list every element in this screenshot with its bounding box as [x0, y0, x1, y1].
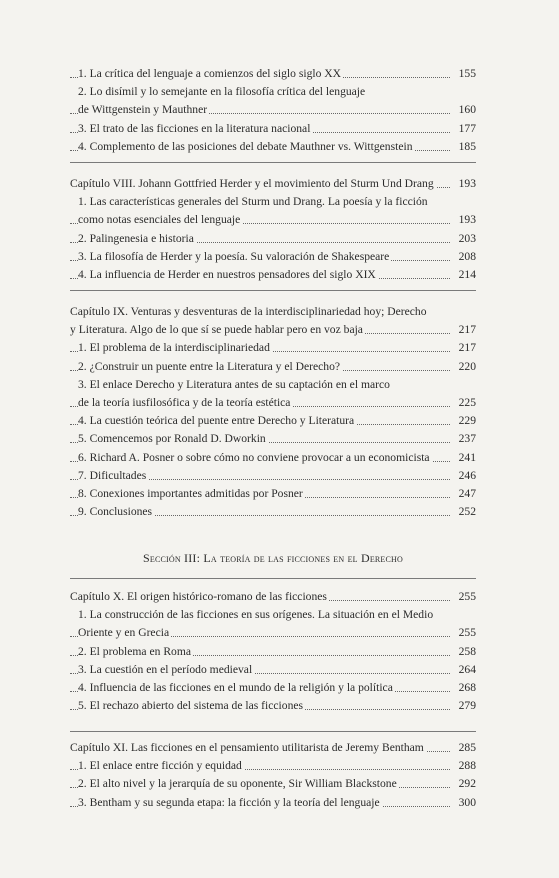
- toc-entry-page: 255: [456, 589, 476, 605]
- toc-entry: [70, 776, 476, 792]
- toc-entry-page: 217: [456, 340, 476, 356]
- toc-entry-title: 1. El enlace entre ficción y equidad: [78, 759, 242, 773]
- toc-entry-title: Oriente y en Grecia: [78, 626, 170, 640]
- toc-entry-title: 4. La cuestión teórica del puente entre Derecho y Literatura: [78, 414, 355, 428]
- toc-entry-title: de Wittgenstein y Mauthner: [78, 103, 208, 117]
- toc-entry: [70, 249, 476, 265]
- toc-entry-page: 285: [456, 740, 476, 756]
- toc-entry-title: de la teoría iusfilosófica y de la teoría estética: [78, 395, 291, 409]
- toc-entry: [70, 359, 476, 375]
- toc-entry-page: 279: [456, 698, 476, 714]
- toc-entry: [70, 486, 476, 502]
- toc-entry-page: 241: [456, 450, 476, 466]
- toc-entry-page: 203: [456, 231, 476, 247]
- toc-entry-title: 2. ¿Construir un puente entre la Literatura y el Derecho?: [78, 359, 341, 373]
- toc-chapter-heading: [70, 322, 476, 338]
- toc-entry-title: 1. El problema de la interdisciplinariedad: [78, 341, 270, 355]
- toc-entry: [70, 450, 476, 466]
- toc-entry-title: y Literatura. Algo de lo que sí se puede hablar pero en voz baja: [70, 323, 363, 337]
- toc-entry: [70, 431, 476, 447]
- section-heading: [70, 551, 476, 566]
- toc-entry-page: 288: [456, 758, 476, 774]
- toc-entry-page: 229: [456, 413, 476, 429]
- toc-entry-title: 2. Palingenesia e historia: [78, 231, 194, 245]
- toc-entry-page: 208: [456, 249, 476, 265]
- toc-chapter-heading: [70, 740, 476, 756]
- toc-entry-title: 7. Dificultades: [78, 468, 147, 482]
- toc-entry: [70, 84, 476, 100]
- toc-entry-title: como notas esenciales del lenguaje: [78, 213, 241, 227]
- toc-entry: [70, 231, 476, 247]
- divider-rule: [70, 578, 476, 579]
- toc-entry: [70, 102, 476, 118]
- toc-entry: [70, 194, 476, 210]
- toc-entry-page: 252: [456, 504, 476, 520]
- toc-entry-title: 1. La crítica del lenguaje a comienzos del siglo siglo XX: [78, 67, 342, 80]
- toc-entry: [70, 625, 476, 641]
- toc-entry-title: 3. Bentham y su segunda etapa: la ficción y la teoría del lenguaje: [78, 795, 380, 809]
- toc-block-1: [70, 66, 476, 157]
- toc-entry: [70, 377, 476, 393]
- toc-entry-page: 246: [456, 468, 476, 484]
- toc-entry: [70, 680, 476, 696]
- toc-entry-title: 2. Lo disímil y lo semejante en la filosofía crítica del lenguaje: [78, 85, 366, 99]
- toc-entry-page: 177: [456, 121, 476, 137]
- toc-entry-title: 4. La influencia de Herder en nuestros pensadores del siglo XIX: [78, 267, 376, 281]
- divider-rule: [70, 162, 476, 163]
- toc-entry-title: 1. La construcción de las ficciones en sus orígenes. La situación en el Medio: [78, 608, 434, 622]
- toc-entry-page: 225: [456, 395, 476, 411]
- toc-entry: [70, 139, 476, 155]
- toc-chapter-heading: [70, 589, 476, 605]
- toc-entry: [70, 644, 476, 660]
- toc-block-chapter-8: [70, 176, 476, 285]
- toc-entry: [70, 758, 476, 774]
- toc-block-chapter-9: [70, 304, 476, 522]
- toc-entry: [70, 413, 476, 429]
- toc-entry-title: 9. Conclusiones: [78, 505, 153, 519]
- toc-entry-page: 258: [456, 644, 476, 660]
- toc-chapter-heading: [70, 304, 476, 320]
- toc-entry-page: 160: [456, 102, 476, 118]
- toc-entry-page: 155: [456, 66, 476, 82]
- toc-entry-title: 5. El rechazo abierto del sistema de las ficciones: [78, 699, 304, 713]
- toc-entry: [70, 698, 476, 714]
- toc-entry-title: 6. Richard A. Posner o sobre cómo no conviene provocar a un economicista: [78, 450, 430, 464]
- toc-entry: [70, 121, 476, 137]
- toc-entry-title: Capítulo XI. Las ficciones en el pensamiento utilitarista de Jeremy Bentham: [70, 741, 424, 754]
- toc-entry-title: 1. Las características generales del Sturm und Drang. La poesía y la ficción: [78, 195, 428, 209]
- toc-entry-title: 3. El trato de las ficciones en la literatura nacional: [78, 121, 311, 135]
- toc-entry-page: 255: [456, 625, 476, 641]
- toc-entry: [70, 66, 476, 82]
- toc-entry-page: 268: [456, 680, 476, 696]
- toc-entry: [70, 468, 476, 484]
- toc-entry-title: 3. La cuestión en el período medieval: [78, 662, 253, 676]
- toc-entry-page: 217: [456, 322, 476, 338]
- toc-entry: [70, 504, 476, 520]
- toc-entry-page: 193: [456, 176, 476, 192]
- toc-entry-page: 185: [456, 139, 476, 155]
- toc-entry: [70, 607, 476, 623]
- toc-entry-title: Capítulo X. El origen histórico-romano de las ficciones: [70, 590, 327, 603]
- toc-entry-page: 193: [456, 212, 476, 228]
- toc-entry-title: 4. Influencia de las ficciones en el mundo de la religión y la política: [78, 680, 393, 694]
- toc-entry-title: 2. El problema en Roma: [78, 644, 192, 658]
- toc-entry-title: 4. Complemento de las posiciones del debate Mauthner vs. Wittgenstein: [78, 139, 413, 153]
- toc-entry-page: 300: [456, 795, 476, 811]
- toc-entry-title: Capítulo IX. Venturas y desventuras de la interdisciplinariedad hoy; Derecho: [70, 305, 427, 318]
- toc-entry-page: 292: [456, 776, 476, 792]
- toc-entry: [70, 795, 476, 811]
- toc-entry-title: 8. Conexiones importantes admitidas por Posner: [78, 486, 303, 500]
- section-heading-text: Sección III: La teoría de las ficciones en el Derecho: [142, 551, 404, 565]
- divider-rule: [70, 731, 476, 732]
- toc-entry-page: 264: [456, 662, 476, 678]
- toc-entry: [70, 662, 476, 678]
- toc-entry-page: 237: [456, 431, 476, 447]
- toc-entry-page: 214: [456, 267, 476, 283]
- toc-entry-title: Capítulo VIII. Johann Gottfried Herder y el movimiento del Sturm Und Drang: [70, 177, 434, 190]
- toc-entry: [70, 340, 476, 356]
- divider-rule: [70, 290, 476, 291]
- toc-block-chapter-10: [70, 589, 476, 716]
- toc-block-chapter-11: [70, 740, 476, 813]
- toc-entry: [70, 212, 476, 228]
- toc-entry-title: 3. El enlace Derecho y Literatura antes de su captación en el marco: [78, 377, 390, 391]
- toc-entry-title: 2. El alto nivel y la jerarquía de su oponente, Sir William Blackstone: [78, 777, 397, 791]
- toc-entry-page: 247: [456, 486, 476, 502]
- toc-entry-title: 3. La filosofía de Herder y la poesía. Su valoración de Shakespeare: [78, 249, 390, 263]
- toc-entry: [70, 267, 476, 283]
- toc-entry-title: 5. Comencemos por Ronald D. Dworkin: [78, 432, 266, 446]
- toc-entry-page: 220: [456, 359, 476, 375]
- toc-entry: [70, 395, 476, 411]
- toc-chapter-heading: [70, 176, 476, 192]
